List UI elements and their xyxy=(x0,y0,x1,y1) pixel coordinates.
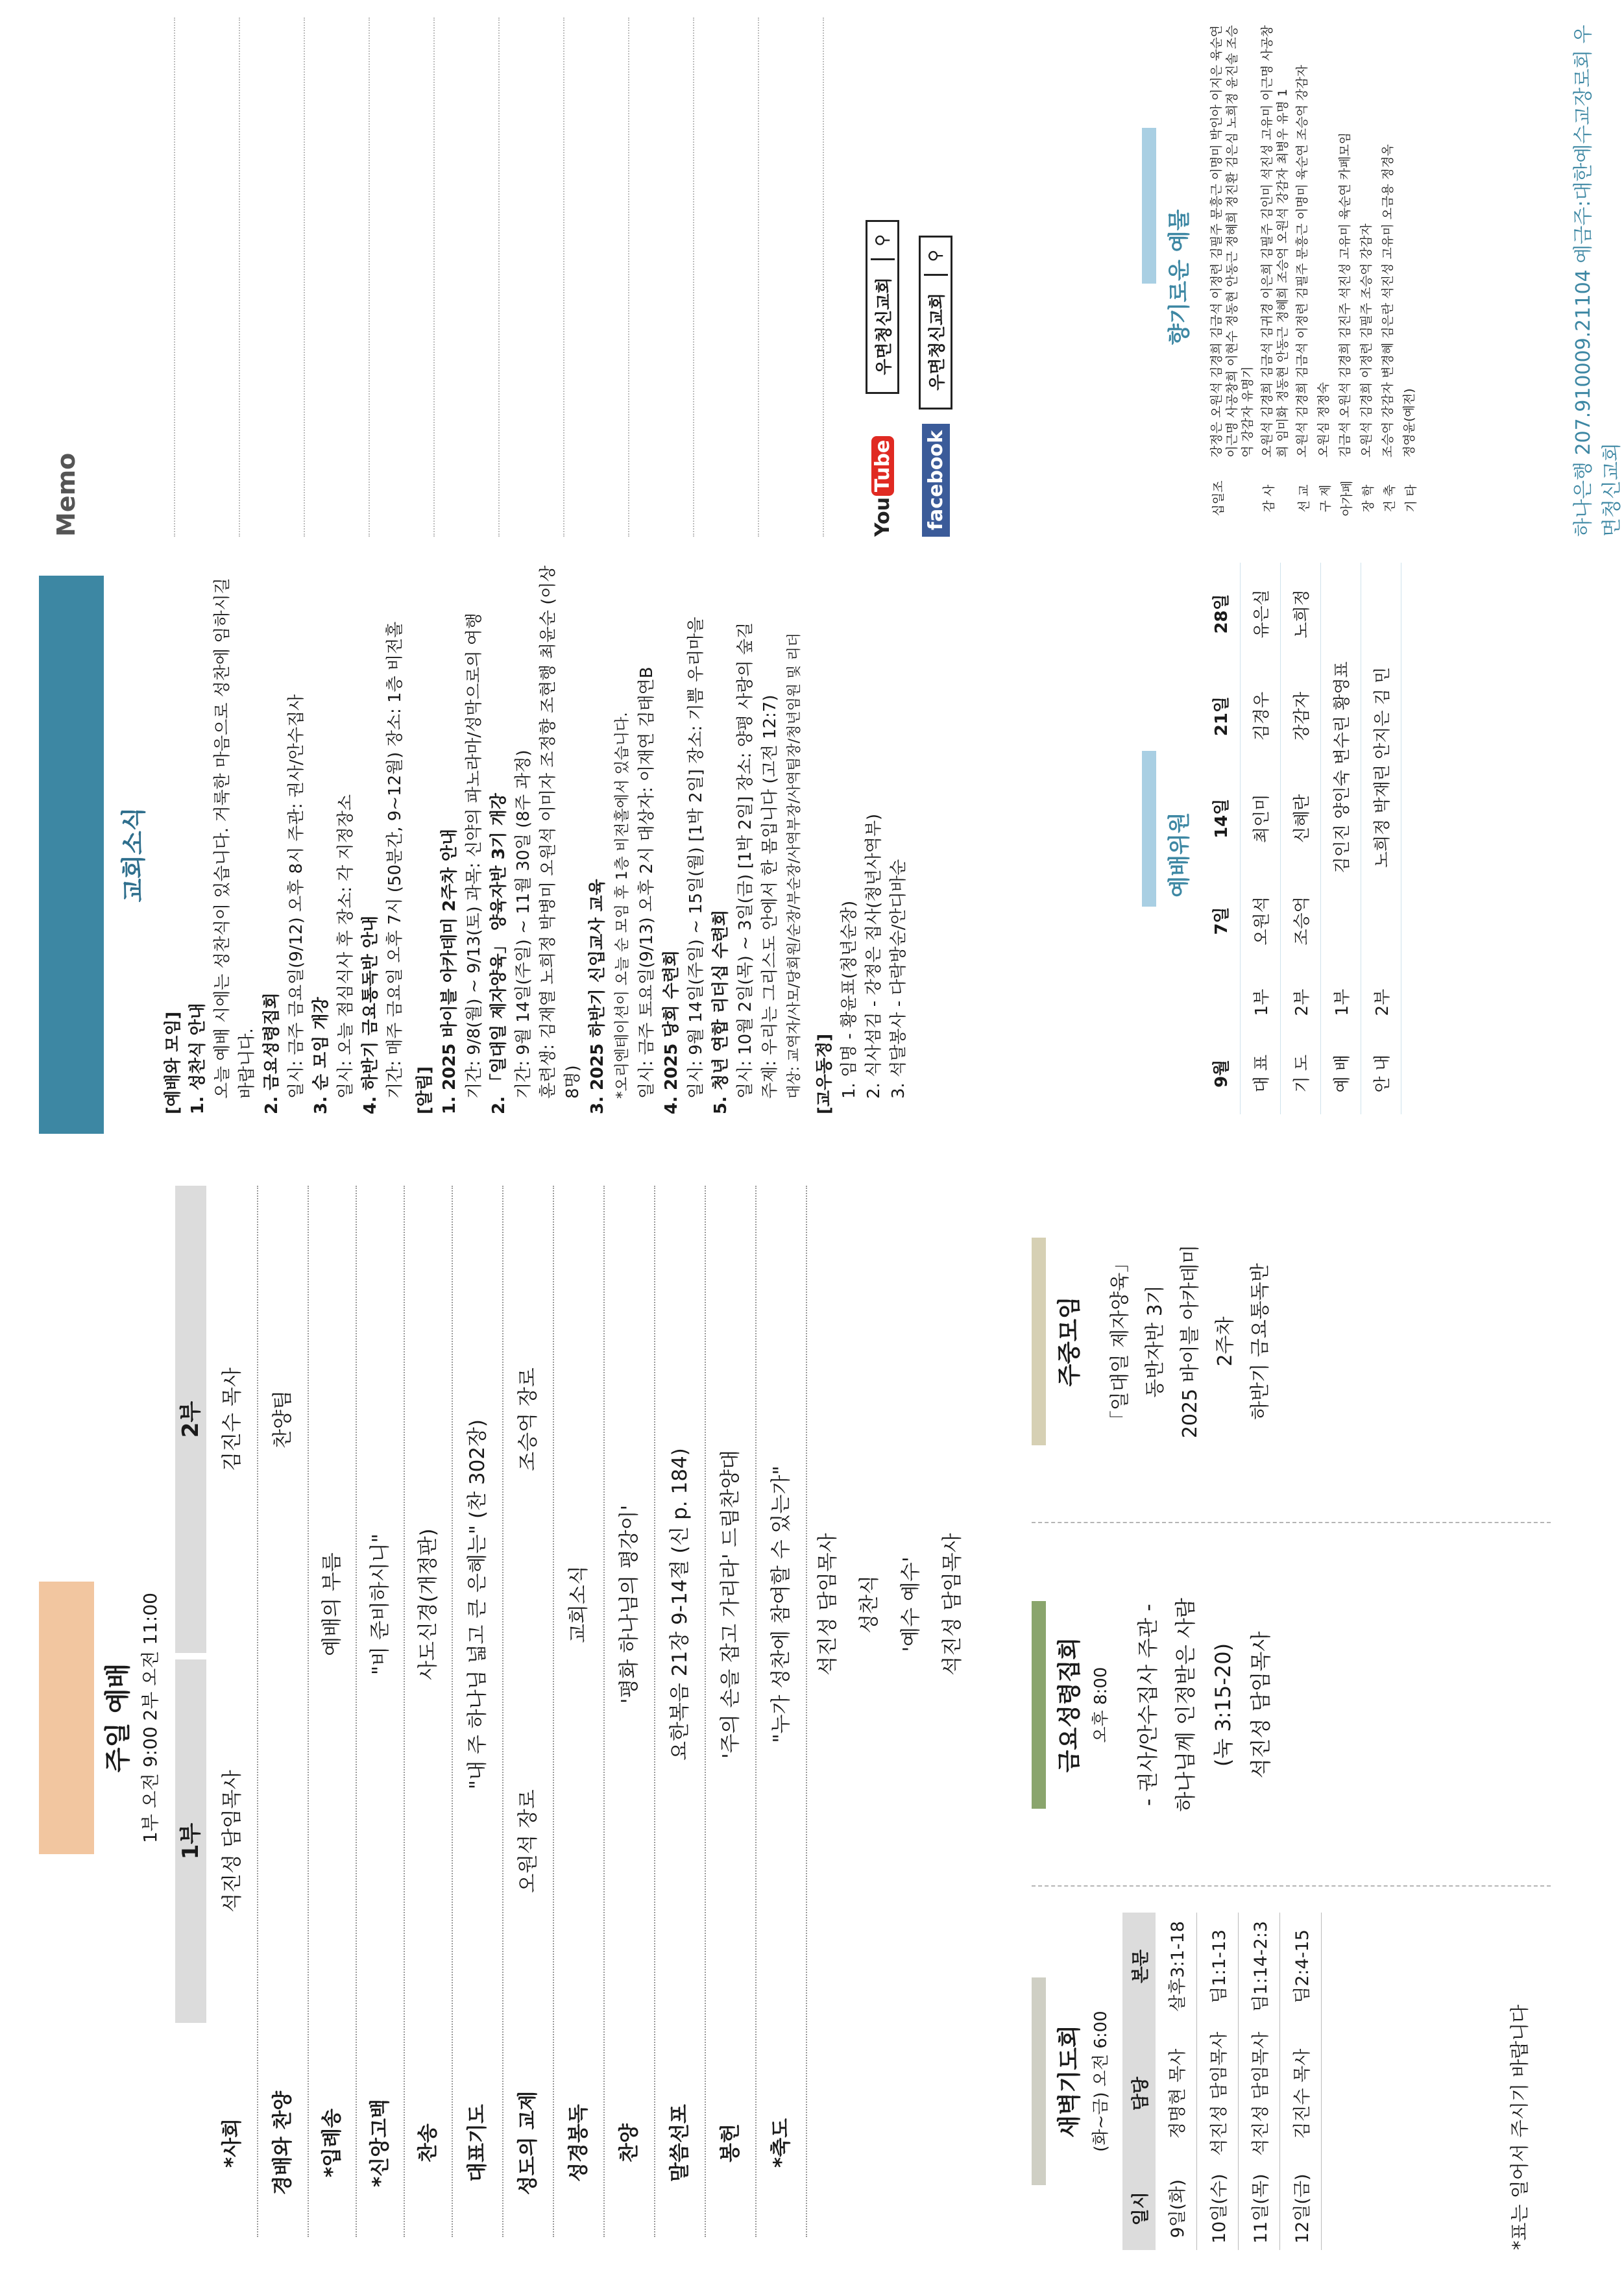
duty-cell: 2부 xyxy=(1281,972,1321,1033)
friday-line: 석진성 담임목사 xyxy=(1248,1631,1273,1779)
first-service-header: 1부 xyxy=(175,1659,206,2023)
dawn-table xyxy=(1122,1913,1322,2250)
friday-line: 하나님께 인정받은 사람 xyxy=(1173,1598,1198,1812)
duty-head: 21일 xyxy=(1200,665,1241,768)
midweek-title: 주중모임 xyxy=(1056,1296,1083,1387)
midweek-line: 2025 바이블 아카데미 xyxy=(1179,1244,1202,1439)
order-first: 석진성 담임목사 xyxy=(221,1770,244,1913)
midweek-detail xyxy=(1103,1173,1278,1510)
order-label: 찬송 xyxy=(417,2123,440,2162)
order-content: '예수 예수' xyxy=(899,1556,923,1652)
offering-names: 강정은 오원석 김경희 김금석 이정련 김필주 문흥근 이명미 박인아 이지은 육순연 이근명 사공창희 이현수 정동현 안동근 정혜희 정진환 김은심 노희정 윤진솔 조승억 강감자 유명기 xyxy=(1209,25,1255,458)
title-accent-bar xyxy=(39,1582,94,1854)
order-second: 조승억 장로 xyxy=(516,1367,540,1471)
memo-title: Memo xyxy=(52,452,80,537)
table-row xyxy=(1280,1913,1322,2250)
news-item: 2. 식사섬김 - 강정은 집사(청년사역부) xyxy=(864,813,884,1099)
duty-accent-bar xyxy=(1142,751,1156,907)
friday-detail xyxy=(1129,1536,1279,1874)
duty-cell: 노희정 xyxy=(1281,563,1321,665)
table-row xyxy=(1361,563,1401,1114)
midweek-line: 동반자반 3기 xyxy=(1144,1285,1167,1398)
news-accent-bar xyxy=(39,576,104,1134)
youtube-channel-name: 우면청신교회 xyxy=(871,258,895,392)
dawn-cell: 정명현 목사 xyxy=(1156,2020,1197,2168)
friday-time: 오후 8:00 xyxy=(1091,1667,1111,1743)
youtube-row xyxy=(863,18,902,537)
duty-cell: 김인진 양인숙 변수린 황영표 xyxy=(1321,563,1361,972)
order-content: 교회소식 xyxy=(567,1565,590,1643)
order-label: *입례송 xyxy=(321,2108,344,2178)
order-label: *축도 xyxy=(770,2118,793,2168)
order-label: *사회 xyxy=(221,2118,244,2168)
midweek-line: 「일대일 제자양육」 xyxy=(1109,1253,1132,1430)
news-detail: 기간: 9/8(월) ~ 9/13(토) 과목: 신약의 파노라마/성막으로의 여행 xyxy=(465,612,484,1099)
order-row xyxy=(208,1186,258,2237)
news-detail: 오늘 예배 시에는 성찬식이 있습니다. 거룩한 마음으로 성찬에 임하시길 바랍니다. xyxy=(213,578,257,1099)
order-row xyxy=(655,1186,706,2237)
duty-cell: 신혜란 xyxy=(1281,767,1321,870)
order-row xyxy=(605,1186,655,2237)
offering-names: 김금석 오원석 김경희 김진주 석진성 고유미 육순연 카페모임 xyxy=(1338,132,1352,458)
offering-names: 오원심 정정숙 xyxy=(1316,382,1331,458)
dawn-cell: 11일(목) xyxy=(1239,2167,1280,2250)
duty-cell: 노희정 박재린 안지은 김 민 xyxy=(1361,563,1401,972)
news-section-head: [교우동정] xyxy=(815,1033,834,1114)
worship-panel xyxy=(0,1160,1609,2276)
order-row xyxy=(258,1186,309,2237)
offering-title: 향기로운 예물 xyxy=(1167,209,1193,345)
duty-cell: 김경우 xyxy=(1241,665,1281,768)
table-row xyxy=(1239,1913,1280,2250)
news-panel xyxy=(0,0,1623,1134)
news-detail: 기간: 매주 금요일 오후 7시 (50분간, 9~12월) 장소: 1층 비전홀 xyxy=(385,621,405,1099)
news-detail: 기간: 9월 14일(주일) ~ 11월 30일 (8주 과정) xyxy=(514,750,533,1099)
order-content: 석진성 담임목사 xyxy=(816,1533,840,1676)
dawn-cell: 10일(수) xyxy=(1197,2167,1239,2250)
offering-kind: 장 학 xyxy=(1361,484,1376,513)
order-row xyxy=(357,1186,405,2237)
news-detail: 대상: 교역자/사모/당회원/순장/부순장/사역부장/사역팀장/청년임원 및 리더 xyxy=(786,633,803,1099)
news-section-head: [예배와 모임] xyxy=(164,1011,183,1114)
news-item: 2. 「일대일 제자양육」 양육자반 3기 개강 xyxy=(489,793,509,1114)
memo-lines xyxy=(110,18,824,537)
offering-names: 오원석 김경희 김금석 이정련 김필주 문흥근 이명미 육순연 조승억 강감자 xyxy=(1295,65,1309,458)
dawn-title: 새벽기도회 xyxy=(1056,2025,1083,2138)
news-detail: 훈련생: 김재열 노희정 박병미 오원석 이미자 조정향 조현행 최윤순 (이상 8명) xyxy=(539,565,583,1099)
dawn-cell: 살후3:1-18 xyxy=(1156,1913,1197,2020)
order-label: 성도의 교제 xyxy=(516,2090,540,2196)
duty-head: 28일 xyxy=(1200,563,1241,665)
order-content: 요한복음 21장 9-14절 (신 p. 184) xyxy=(668,1448,692,1761)
friday-line: - 권사/안수집사 주관 - xyxy=(1135,1604,1160,1806)
youtube-icon xyxy=(871,394,894,537)
order-content: 성찬식 xyxy=(858,1575,881,1634)
order-label: 경배와 찬양 xyxy=(271,2090,295,2196)
table-row xyxy=(1321,563,1361,1114)
order-content: 사도신경(개정판) xyxy=(417,1528,440,1680)
facebook-page-name: 우면청신교회 xyxy=(924,274,948,408)
dawn-cell: 석진성 담임목사 xyxy=(1197,2020,1239,2168)
offering-kind: 아가페 xyxy=(1340,480,1354,517)
news-item: 1. 임명 - 황윤표(청년순장) xyxy=(840,900,859,1099)
order-content: "누가 성찬에 참여할 수 있는가" xyxy=(770,1465,793,1743)
duty-cell: 2부 xyxy=(1361,972,1401,1033)
table-row xyxy=(1156,1913,1197,2250)
order-row xyxy=(503,1186,554,2237)
table-row xyxy=(1257,18,1292,537)
duty-head: 14일 xyxy=(1200,767,1241,870)
duty-head: 9월 xyxy=(1200,1033,1241,1115)
friday-line: (눅 3:15-20) xyxy=(1211,1643,1235,1767)
table-row xyxy=(1197,1913,1239,2250)
duty-cell: 1부 xyxy=(1241,972,1281,1033)
news-item: 1. 2025 바이블 아카데미 2주차 안내 xyxy=(440,829,459,1114)
midweek-line: 하반기 금요통독반 xyxy=(1249,1263,1272,1420)
dawn-cell: 12일(금) xyxy=(1280,2167,1322,2250)
order-content: 예배의 부름 xyxy=(321,1552,344,1656)
duty-cell: 조승억 xyxy=(1281,870,1321,972)
news-detail: 일시: 10월 2일(목) ~ 3일(금) [1박 2일] 장소: 양평 사랑의 숲길 xyxy=(736,622,755,1099)
order-content: '주의 손을 잡고 가리라' 드림찬양대 xyxy=(719,1450,742,1759)
table-row xyxy=(1207,18,1257,537)
youtube-logo-tube: Tube xyxy=(871,436,894,496)
offering-table xyxy=(1207,18,1421,537)
search-icon[interactable]: ⚲ xyxy=(926,249,945,262)
duty-cell: 대 표 xyxy=(1241,1033,1281,1115)
duty-head: 7일 xyxy=(1200,870,1241,972)
social-links xyxy=(863,18,969,537)
sunday-service-times: 1부 오전 9:00 2부 오전 11:00 xyxy=(139,1593,161,1843)
duty-cell: 기 도 xyxy=(1281,1033,1321,1115)
offering-kind: 십일조 xyxy=(1211,480,1226,517)
facebook-search-box[interactable] xyxy=(919,236,952,410)
news-title: 교회소식 xyxy=(119,807,148,903)
order-row xyxy=(890,1186,932,2237)
news-item: 2. 금요성령집회 xyxy=(262,992,282,1114)
youtube-logo-you: You xyxy=(871,497,894,537)
order-label: 말씀선포 xyxy=(668,2104,692,2182)
order-row xyxy=(405,1186,453,2237)
order-content: 석진성 담임목사 xyxy=(941,1533,964,1676)
table-row xyxy=(1335,18,1357,537)
order-row xyxy=(706,1186,757,2237)
offering-kind: 건 축 xyxy=(1383,484,1397,513)
offering-kind: 구 제 xyxy=(1318,484,1333,513)
table-row xyxy=(1378,18,1400,537)
dawn-cell: 김진수 목사 xyxy=(1280,2020,1322,2168)
dawn-cell: 9일(화) xyxy=(1156,2167,1197,2250)
duty-cell: 1부 xyxy=(1321,972,1361,1033)
dawn-cell: 딤1:1-13 xyxy=(1197,1913,1239,2020)
order-label: 봉헌 xyxy=(719,2123,742,2162)
offering-names: 오원석 김경희 김금석 김귀경 이은희 김필주 김인미 석진성 고유미 이근명 사공창희 임미화 정동현 안동근 정혜희 조승억 오원석 강감자 최병우 유명 1 xyxy=(1260,25,1290,458)
search-icon[interactable]: ⚲ xyxy=(873,234,892,247)
news-detail: 일시: 오늘 점심식사 후 장소: 각 지정장소 xyxy=(336,794,356,1099)
news-detail: 주제: 우리는 그리스도 안에서 한 몸입니다 (고전 12:7) xyxy=(760,694,780,1099)
news-section-head: [알림] xyxy=(415,1066,435,1114)
news-item: 5. 청년 연합 리더십 수련회 xyxy=(711,909,731,1114)
order-label: *신앙고백 xyxy=(369,2099,392,2187)
order-row xyxy=(554,1186,605,2237)
duty-cell: 최인미 xyxy=(1241,767,1281,870)
duty-cell: 유은실 xyxy=(1241,563,1281,665)
offering-accent-bar xyxy=(1142,128,1156,284)
dawn-cell: 딤1:14-2:3 xyxy=(1239,1913,1280,2020)
offering-names: 조승억 강감자 변경혜 김은란 석진성 고유미 오금용 정경옥 xyxy=(1381,144,1395,458)
worship-order xyxy=(208,1186,973,2237)
facebook-icon: facebook xyxy=(922,424,950,537)
dawn-head: 담당 xyxy=(1122,2020,1156,2168)
order-content: '평화 하나님의 평강이' xyxy=(618,1504,641,1704)
order-second: 김진수 목사 xyxy=(221,1367,244,1471)
news-detail: 일시: 금주 금요일(9/12) 오후 8시 주관: 권사/안수집사 xyxy=(287,694,306,1099)
table-row xyxy=(1357,18,1378,537)
news-detail: 일시: 금주 토요일(9/13) 오후 2시 대상자: 이재연 김태연B xyxy=(637,667,657,1099)
news-item: 4. 2025 당회 수련회 xyxy=(662,949,681,1114)
duty-cell: 예 배 xyxy=(1321,1033,1361,1115)
news-item: 3. 2025 하반기 신입교사 교육 xyxy=(588,879,607,1114)
order-content: "비 준비하시니" xyxy=(369,1533,392,1676)
duty-head xyxy=(1200,972,1241,1033)
midweek-line: 2주차 xyxy=(1214,1316,1237,1367)
order-row xyxy=(807,1186,849,2237)
order-label: 찬양 xyxy=(618,2123,641,2162)
order-label: 대표기도 xyxy=(466,2104,489,2182)
table-row xyxy=(1241,563,1281,1114)
order-row xyxy=(309,1186,357,2237)
table-row xyxy=(1292,18,1314,537)
table-row xyxy=(1281,563,1321,1114)
order-content: "내 주 하나님 넓고 큰 은혜는" (찬 302장) xyxy=(466,1419,489,1790)
second-service-header: 2부 xyxy=(175,1186,206,1653)
friday-accent-bar xyxy=(1032,1601,1046,1809)
offering-kind: 선 교 xyxy=(1297,484,1311,513)
offering-names: 정영윤(예전) xyxy=(1402,388,1416,458)
bank-account: 하나은행 207.910009.21104 예금주:대한예수교장로회 우면청신교회 xyxy=(1572,25,1623,537)
news-item: 3. 석달봉사 - 다락방순/안디바순 xyxy=(889,859,908,1099)
news-detail: 일시: 9월 14일(주일) ~ 15일(월) [1박 2일] 장소: 기쁨 우리마을 xyxy=(686,617,706,1099)
divider xyxy=(1032,1885,1551,1887)
church-news xyxy=(156,556,911,1114)
dawn-accent-bar xyxy=(1032,1977,1046,2185)
dawn-head: 일시 xyxy=(1122,2167,1156,2250)
duty-title: 예배위원 xyxy=(1167,812,1193,898)
offering-kind: 기 타 xyxy=(1404,484,1418,513)
order-second: 찬양팀 xyxy=(271,1390,295,1449)
duty-table xyxy=(1200,563,1401,1114)
friday-title: 금요성령집회 xyxy=(1056,1637,1083,1773)
offering-names: 오원석 김경희 이정련 김필주 조승억 강감자 xyxy=(1359,223,1374,458)
duty-cell: 안 내 xyxy=(1361,1033,1401,1115)
table-row xyxy=(1314,18,1335,537)
duty-cell: 강감자 xyxy=(1281,665,1321,768)
standing-note: *표는 일어서 주시기 바랍니다 xyxy=(1509,2004,1531,2250)
order-row xyxy=(757,1186,807,2237)
sunday-service-title: 주일 예배 xyxy=(103,1663,133,1773)
order-row xyxy=(453,1186,503,2237)
midweek-accent-bar xyxy=(1032,1238,1046,1445)
dawn-cell: 석진성 담임목사 xyxy=(1239,2020,1280,2168)
dawn-head: 본문 xyxy=(1122,1913,1156,2020)
news-item: 4. 하반기 금요통독반 안내 xyxy=(361,915,380,1114)
news-detail: *오리엔테이션이 오늘 순 모임 후 1층 비전홀에서 있습니다. xyxy=(614,712,631,1099)
divider xyxy=(1032,1522,1551,1523)
offering-kind: 감 사 xyxy=(1262,484,1276,513)
news-item: 1. 성찬식 안내 xyxy=(188,1003,208,1114)
table-row xyxy=(1200,563,1241,1114)
duty-cell: 오원석 xyxy=(1241,870,1281,972)
order-row xyxy=(932,1186,973,2237)
order-first: 오원석 장로 xyxy=(516,1789,540,1893)
youtube-search-box[interactable] xyxy=(866,220,899,394)
dawn-cell: 딤2:4-15 xyxy=(1280,1913,1322,2020)
facebook-row xyxy=(916,18,955,537)
order-row xyxy=(849,1186,890,2237)
order-label: 성경봉독 xyxy=(567,2104,590,2182)
news-item: 3. 순 모임 개강 xyxy=(311,997,331,1114)
dawn-subtitle: (화~금) 오전 6:00 xyxy=(1091,2011,1111,2152)
table-row xyxy=(1400,18,1421,537)
